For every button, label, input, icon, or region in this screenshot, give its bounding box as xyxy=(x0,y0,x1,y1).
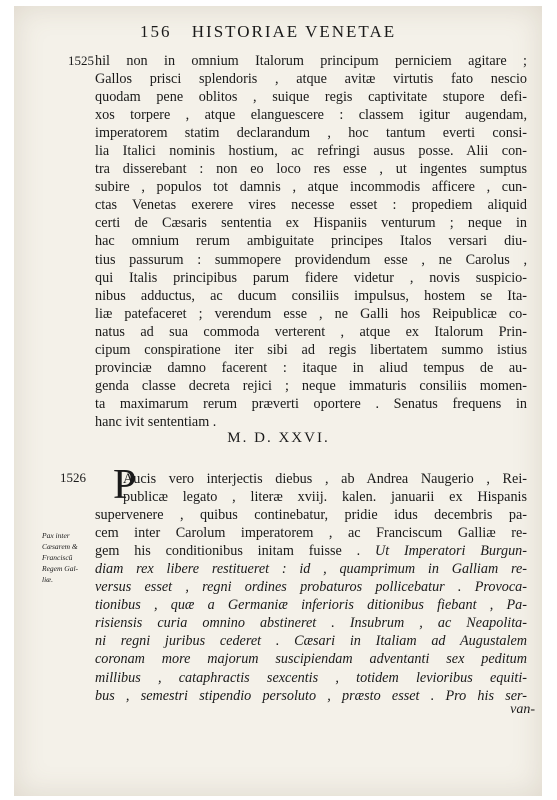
text-line: ni regni juribus cederet . Cæsari in Italiam ad Augustalem xyxy=(95,633,527,650)
margin-note-line: Franciscū xyxy=(42,553,73,562)
text-line: tra disserebant : non eo loco res esse , ut ingentes sumptus xyxy=(95,161,527,178)
text-line: tius passurum : summopere providendum esse , ne Carolus , xyxy=(95,251,527,268)
text-line xyxy=(95,542,527,560)
margin-note-line: liæ. xyxy=(42,575,54,584)
margin-note xyxy=(42,530,94,585)
text-line: liæ patefaceret ; verendum esse , ne Galli hos Reipublicæ co- xyxy=(95,305,527,322)
text-line: xos torpere , atque elanguescere : classem igitur augendam, xyxy=(95,107,527,124)
text-line: risiensis curia omnino abstineret . Insubrum , ac Neapolita- xyxy=(95,615,527,632)
text-line: ctas Venetas exerere vires necesse esset : propediem aliquid xyxy=(95,197,527,214)
text-line: provinciæ damno facerent : itaque in aliud tempus de au- xyxy=(95,359,527,376)
running-header xyxy=(140,22,480,42)
text-line: publicæ legato , literæ xviij. kalen. januarii ex Hispanis xyxy=(123,489,527,506)
text-line: versus esset , regni ordines probaturos pollicebatur . Provoca- xyxy=(95,579,527,596)
text-line: lia Italici nominis hostium, ac refringi ausus posse. Alii con- xyxy=(95,143,527,160)
text-line: nibus adductus, ac ducum consiliis impulsus, hostem se Ita- xyxy=(95,287,527,304)
text-line: natus ad sua commoda verterent , atque ex Italorum Prin- xyxy=(95,323,527,340)
margin-note-line: Pax inter xyxy=(42,531,70,540)
year-marker-1525: 1525 xyxy=(68,53,94,68)
text-line: cem inter Carolum imperatorem , ac Franciscum Galliæ re- xyxy=(95,525,527,542)
paragraph-2 xyxy=(95,470,527,705)
text-run-roman: gem his conditionibus initam fuisse . xyxy=(95,543,375,560)
text-line: diam rex libere restitueret : id , quamprimum in Galliam re- xyxy=(95,561,527,578)
margin-note-line: Regem Gal- xyxy=(42,564,79,573)
text-line: Aucis vero interjectis diebus , ab Andrea Naugerio , Rei- xyxy=(123,471,527,487)
text-line: tionibus , quæ a Germaniæ inferioris ditionibus fiebant , Pa- xyxy=(95,597,527,614)
text-line: millibus , cataphractis sexcentis , totidem levioribus equiti- xyxy=(95,669,527,686)
text-line: hil non in omnium Italorum principum perniciem agitare ; xyxy=(95,53,527,69)
page-number: 156 xyxy=(140,22,172,41)
text-line: supervenere , quibus continebatur, pridie idus decembris pa- xyxy=(95,507,527,524)
text-line: cipum conspiratione iter sibi ad regis libertatem summo istius xyxy=(95,341,527,358)
text-line: hanc ivit sententiam . xyxy=(95,413,217,430)
text-line: subire , populos tot damnis , atque incommodis afficere , cun- xyxy=(95,179,527,196)
paragraph-1 xyxy=(95,52,527,431)
text-line: qui Italis principibus parum fidere videtur , novis suspicio- xyxy=(95,269,527,286)
text-line: imperatorem statim declarandum , hoc tantum everti consi- xyxy=(95,125,527,142)
running-title: HISTORIAE VENETAE xyxy=(191,22,397,41)
text-line: ta maximarum rerum præverti oportere . Senatus frequens in xyxy=(95,395,527,412)
drop-capital: P xyxy=(113,462,137,508)
text-line: certi de Cæsaris sententia ex Hispaniis venturum ; neque in xyxy=(95,215,527,232)
text-line: coronam more majorum suscipiendam adventanti sex peditum xyxy=(95,651,527,668)
section-title: M. D. XXVI. xyxy=(227,430,330,446)
year-marker-1526: 1526 xyxy=(60,470,86,485)
catchword: van- xyxy=(510,702,535,717)
margin-note-line: Cæsarem & xyxy=(42,542,78,551)
text-line: genda classe decreta rejici ; neque immaturis consiliis momen- xyxy=(95,377,527,394)
text-line: quodam pene oblitos , suique regis captivitate stupore defi- xyxy=(95,89,527,106)
text-run-italic: Ut Imperatori Burgun- xyxy=(374,543,527,560)
text-line: Gallos prisci splendoris , atque avitæ virtutis fato nescio xyxy=(95,71,527,88)
text-line: bus , semestri stipendio persoluto , præsto esset . Pro his ser- xyxy=(95,687,527,704)
text-line: hac omnium rerum ambiguitate principes Italos versari diu- xyxy=(95,233,527,250)
